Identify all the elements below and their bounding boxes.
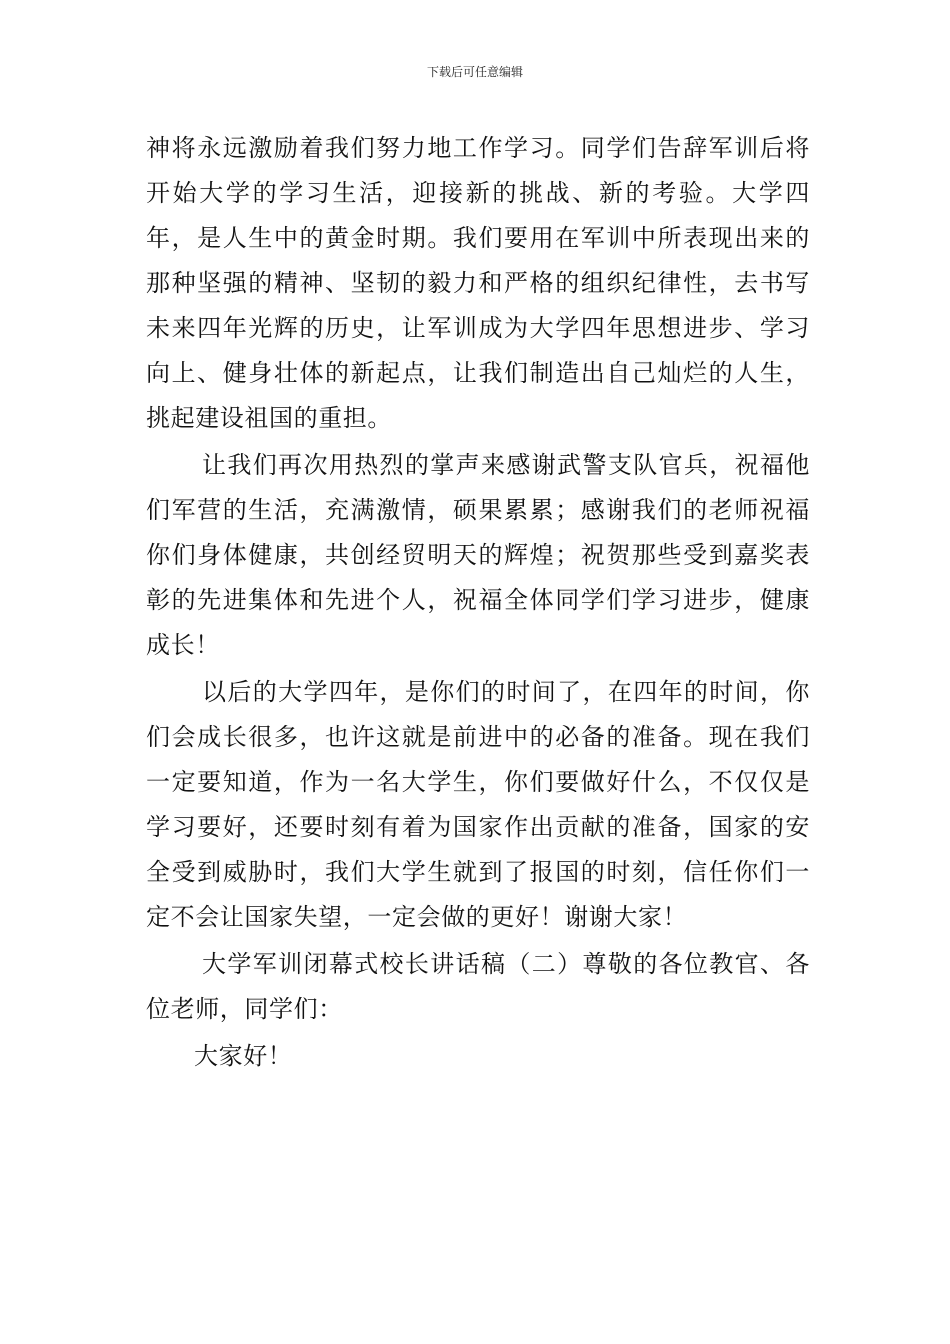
- paragraph-2: 让我们再次用热烈的掌声来感谢武警支队官兵，祝福他们军营的生活，充满激情，硕果累累；感谢我们的老师祝福你们身体健康，共创经贸明天的辉煌；祝贺那些受到嘉奖表彰的先进集体和先进个人，祝福全体同学们学习进步，健康成长！: [146, 451, 810, 659]
- paragraph-4: 大学军训闭幕式校长讲话稿（二）尊敬的各位教官、各位老师，同学们：: [146, 950, 810, 1023]
- paragraph-5: 大家好！: [194, 1042, 293, 1070]
- paragraph-1: 神将永远激励着我们努力地工作学习。同学们告辞军训后将开始大学的学习生活，迎接新的挑战、新的考验。大学四年，是人生中的黄金时期。我们要用在军训中所表现出来的那种坚强的精神、坚韧的毅力和严格的组织纪律性，去书写未来四年光辉的历史，让军训成为大学四年思想进步、学习向上、健身壮体的新起点，让我们制造出自己灿烂的人生，挑起建设祖国的重担。: [146, 134, 810, 432]
- paragraph-3: 以后的大学四年，是你们的时间了，在四年的时间，你们会成长很多，也许这就是前进中的必备的准备。现在我们一定要知道，作为一名大学生，你们要做好什么，不仅仅是学习要好，还要时刻有着为国家作出贡献的准备，国家的安全受到威胁时，我们大学生就到了报国的时刻，信任你们一定不会让国家失望，一定会做的更好！谢谢大家！: [146, 678, 810, 931]
- page-header: 下载后可任意编辑: [426, 65, 523, 79]
- document-body: [146, 126, 810, 1079]
